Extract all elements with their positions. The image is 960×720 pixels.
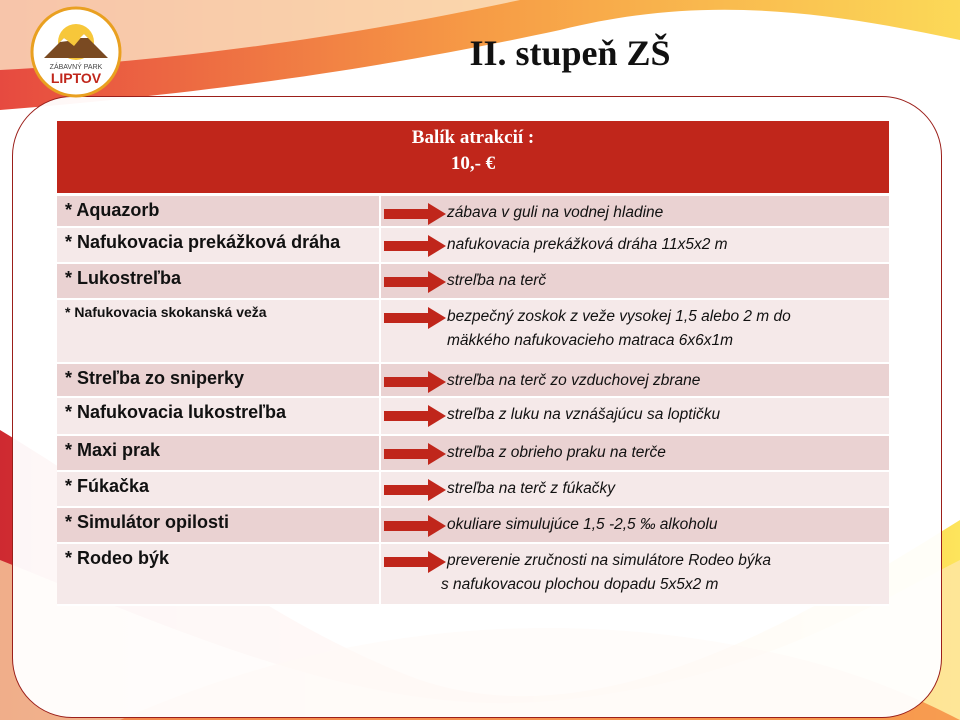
arrow-right-icon xyxy=(384,307,446,329)
table-row xyxy=(57,436,889,472)
package-header xyxy=(57,121,889,196)
attraction-name: * Nafukovacia prekážková dráha xyxy=(57,228,381,262)
table-row xyxy=(57,300,889,364)
arrow-right-icon xyxy=(384,371,446,393)
attraction-name: * Lukostreľba xyxy=(57,264,381,298)
attraction-name: * Nafukovacia skokanská veža xyxy=(57,300,381,362)
attractions-table xyxy=(57,121,889,606)
attraction-description xyxy=(381,398,889,434)
attraction-name: * Maxi prak xyxy=(57,436,381,470)
attraction-description xyxy=(381,300,889,362)
attraction-name: * Streľba zo sniperky xyxy=(57,364,381,396)
description-line: zábava v guli na vodnej hladine xyxy=(447,204,664,221)
description-line: okuliare simulujúce 1,5 -2,5 ‰ alkoholu xyxy=(447,516,718,533)
arrow-right-icon xyxy=(384,479,446,501)
attraction-description xyxy=(381,228,889,262)
attraction-name: * Nafukovacia lukostreľba xyxy=(57,398,381,434)
page-title: II. stupeň ZŠ xyxy=(469,33,671,73)
logo-line1: ZÁBAVNÝ PARK xyxy=(49,64,103,71)
arrow-right-icon xyxy=(384,203,446,225)
attraction-description xyxy=(381,472,889,506)
description-line: s nafukovacou plochou dopadu 5x5x2 m xyxy=(441,576,719,593)
attraction-description xyxy=(381,436,889,470)
attraction-description xyxy=(381,264,889,298)
description-line: streľba z obrieho praku na terče xyxy=(447,444,666,461)
attraction-name: * Fúkačka xyxy=(57,472,381,506)
table-row xyxy=(57,196,889,228)
table-row xyxy=(57,228,889,264)
arrow-right-icon xyxy=(384,551,446,573)
arrow-right-icon xyxy=(384,271,446,293)
attraction-name: * Simulátor opilosti xyxy=(57,508,381,542)
attraction-name: * Rodeo býk xyxy=(57,544,381,604)
table-row xyxy=(57,398,889,436)
park-logo xyxy=(30,6,122,98)
arrow-right-icon xyxy=(384,235,446,257)
package-label: Balík atrakcií : xyxy=(411,127,535,148)
table-row xyxy=(57,472,889,508)
attraction-description xyxy=(381,544,889,604)
description-line: preverenie zručnosti na simulátore Rodeo býka xyxy=(447,552,771,569)
attraction-description xyxy=(381,508,889,542)
arrow-right-icon xyxy=(384,515,446,537)
description-line: streľba z luku na vznášajúcu sa loptičku xyxy=(447,406,721,423)
attraction-rows xyxy=(57,196,889,606)
description-line: mäkkého nafukovacieho matraca 6x6x1m xyxy=(447,332,734,349)
logo-line2: LIPTOV xyxy=(50,70,102,86)
table-row xyxy=(57,364,889,398)
description-line: streľba na terč z fúkačky xyxy=(447,480,616,497)
description-line: nafukovacia prekážková dráha 11x5x2 m xyxy=(447,236,728,253)
description-line: bezpečný zoskok z veže vysokej 1,5 alebo 2 m do xyxy=(447,308,791,325)
arrow-right-icon xyxy=(384,405,446,427)
description-line: streľba na terč zo vzduchovej zbrane xyxy=(447,372,701,389)
attraction-description xyxy=(381,196,889,226)
table-row xyxy=(57,544,889,606)
attraction-description xyxy=(381,364,889,396)
table-row xyxy=(57,264,889,300)
table-row xyxy=(57,508,889,544)
attraction-name: * Aquazorb xyxy=(57,196,381,226)
package-price: 10,- € xyxy=(450,153,496,174)
description-line: streľba na terč xyxy=(447,272,547,289)
arrow-right-icon xyxy=(384,443,446,465)
